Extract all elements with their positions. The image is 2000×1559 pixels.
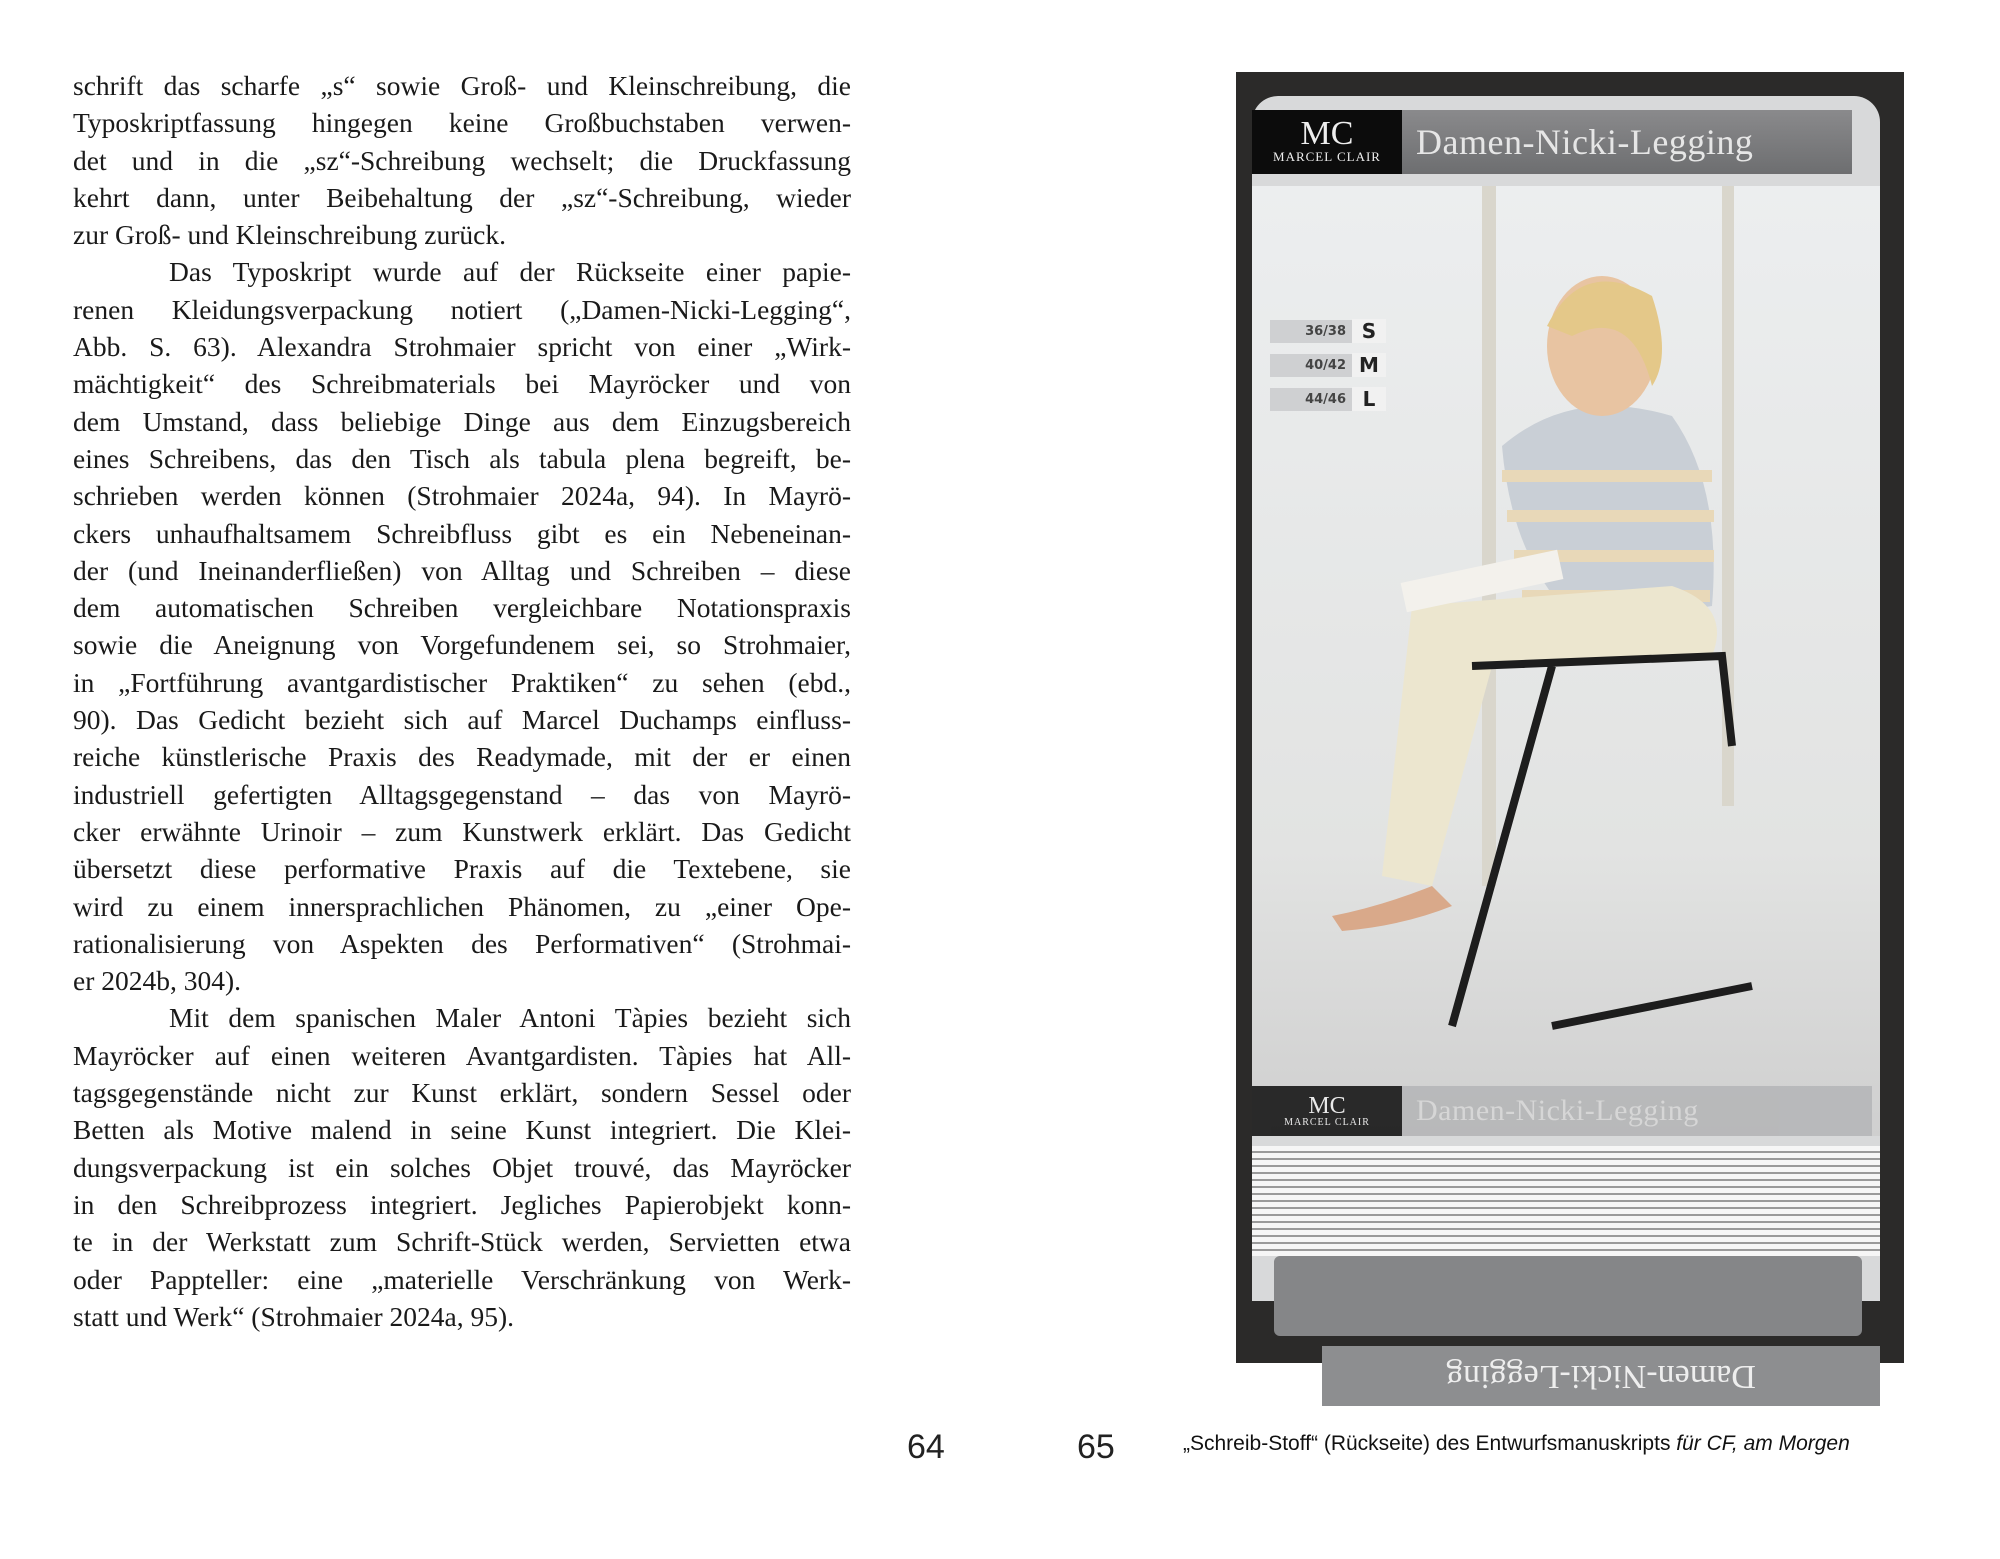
text-line: der (und Ineinanderfließen) von Alltag und Schreiben – diese [73, 554, 851, 586]
caption-italic-title: für CF, am Morgen [1676, 1432, 1850, 1455]
text-line: rationalisierung von Aspekten des Performativen“ (Strohmai- [73, 927, 851, 959]
product-title-secondary: Damen-Nicki-Legging [1402, 1086, 1872, 1136]
packaging-header [1252, 110, 1852, 174]
text-line: eines Schreibens, das den Tisch als tabula plena begreift, be- [73, 442, 851, 474]
text-line: Betten als Motive malend in seine Kunst integriert. Die Klei- [73, 1114, 851, 1146]
text-line: Typoskriptfassung hingegen keine Großbuchstaben verwen- [73, 107, 851, 139]
packaging-photo [1236, 72, 1904, 1395]
brand-logo [1252, 110, 1402, 174]
size-chart [1270, 314, 1386, 416]
packaging-card [1252, 96, 1880, 1395]
text-line: dungsverpackung ist ein solches Objet trouvé, das Mayröcker [73, 1151, 851, 1183]
text-line: industriell gefertigten Alltagsgegenstand – das von Mayrö- [73, 778, 851, 810]
caption-text: „Schreib-Stoff“ (Rückseite) des Entwurfsmanuskripts [1183, 1432, 1677, 1455]
brand-monogram: MC [1300, 115, 1354, 152]
text-line: renen Kleidungsverpackung notiert („Damen-Nicki-Legging“, [73, 293, 851, 325]
text-line: mächtigkeit“ des Schreibmaterials bei Mayröcker und von [73, 368, 851, 400]
text-line: te in der Werkstatt zum Schrift-Stück werden, Servietten etwa [73, 1226, 851, 1258]
text-line: Abb. S. 63). Alexandra Strohmaier spricht von einer „Wirk- [73, 331, 851, 363]
text-line: det und in die „sz“-Schreibung wechselt; die Druckfassung [73, 144, 851, 176]
packaging-header-secondary [1252, 1086, 1872, 1136]
text-line: er 2024b, 304). [73, 965, 242, 997]
label-panel [1274, 1256, 1862, 1336]
text-line: 90). Das Gedicht bezieht sich auf Marcel Duchamps einfluss- [73, 704, 851, 736]
text-line: oder Pappteller: eine „materielle Verschränkung von Werk- [73, 1263, 851, 1295]
product-title-upside-down: Damen-Nicki-Legging [1322, 1346, 1880, 1406]
size-row: 36/38 S [1270, 314, 1386, 348]
page-number-right: 65 [1077, 1428, 1115, 1466]
text-line: statt und Werk“ (Strohmaier 2024a, 95). [73, 1300, 514, 1332]
brand-name: MARCEL CLAIR [1273, 149, 1381, 164]
text-line: kehrt dann, unter Beibehaltung der „sz“-Schreibung, wieder [73, 181, 851, 213]
text-line: sowie die Aneignung von Vorgefundenem sei, so Strohmaier, [73, 629, 851, 661]
product-image [1252, 186, 1880, 1136]
product-title: Damen-Nicki-Legging [1402, 110, 1852, 174]
text-line: Mit dem spanischen Maler Antoni Tàpies bezieht sich [169, 1002, 851, 1034]
text-line: übersetzt diese performative Praxis auf die Textebene, sie [73, 853, 851, 885]
page-number-left: 64 [907, 1428, 945, 1466]
text-line: Mayröcker auf einen weiteren Avantgardisten. Tàpies hat All- [73, 1039, 851, 1071]
text-line: wird zu einem innersprachlichen Phänomen, zu „einer Ope- [73, 890, 851, 922]
text-line: dem Umstand, dass beliebige Dinge aus dem Einzugsbereich [73, 405, 851, 437]
text-line: schrift das scharfe „s“ sowie Groß- und Kleinschreibung, die [73, 70, 851, 101]
stripe-panel [1252, 1146, 1880, 1256]
text-line: zur Groß- und Kleinschreibung zurück. [73, 219, 506, 251]
text-line: schrieben werden können (Strohmaier 2024a, 94). In Mayrö- [73, 480, 851, 512]
body-text [73, 67, 851, 1335]
text-line: dem automatischen Schreiben vergleichbare Notationspraxis [73, 592, 851, 624]
figure-caption [1183, 1432, 1850, 1456]
size-row: 44/46 L [1270, 382, 1386, 416]
text-line: tagsgegenstände nicht zur Kunst erklärt, sondern Sessel oder [73, 1077, 851, 1109]
text-line: cker erwähnte Urinoir – zum Kunstwerk erklärt. Das Gedicht [73, 815, 851, 847]
text-line: Das Typoskript wurde auf der Rückseite einer papie- [169, 256, 851, 288]
size-row: 40/42 M [1270, 348, 1386, 382]
text-line: in „Fortführung avantgardistischer Praktiken“ zu sehen (ebd., [73, 666, 851, 698]
text-line: in den Schreibprozess integriert. Jegliches Papierobjekt konn- [73, 1188, 851, 1220]
text-line: ckers unhaufhaltsamem Schreibfluss gibt es ein Nebeneinan- [73, 517, 851, 549]
text-line: reiche künstlerische Praxis des Readymade, mit der er einen [73, 741, 851, 773]
brand-logo-secondary: MC MARCEL CLAIR [1252, 1086, 1402, 1136]
